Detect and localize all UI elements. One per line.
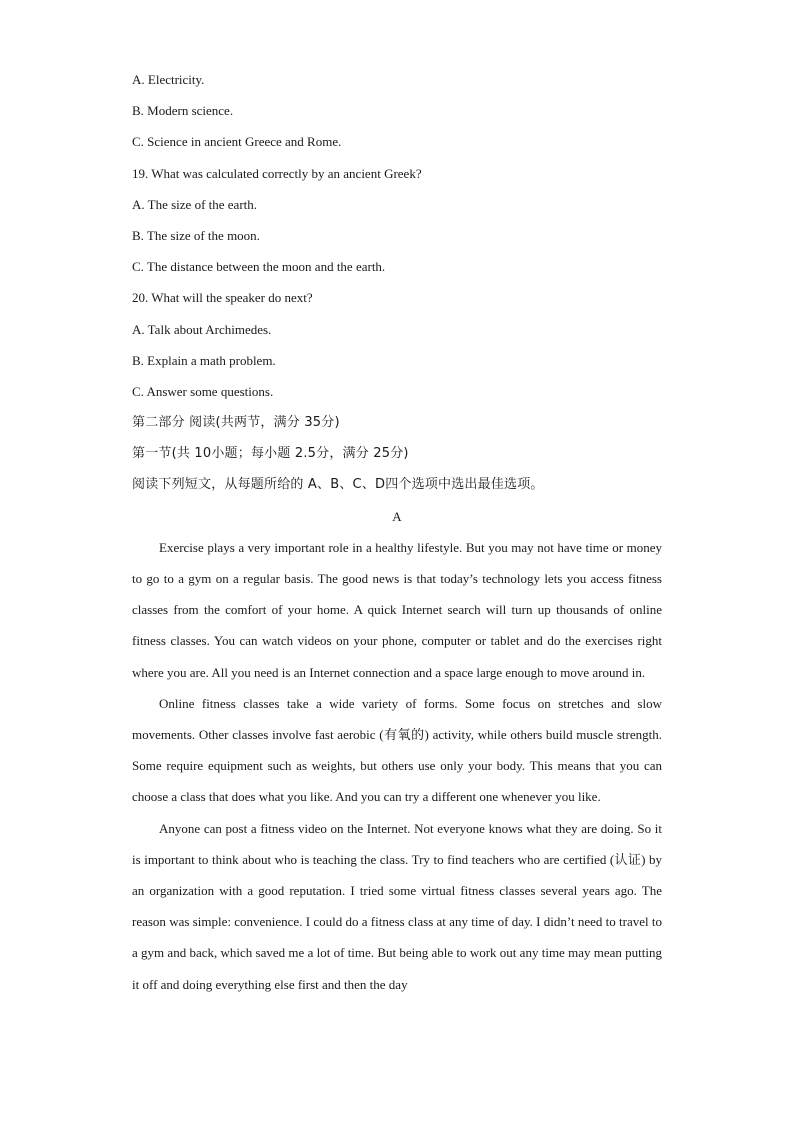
passage-paragraph-1: Exercise plays a very important role in a healthy lifestyle. But you may not have time or money to go to a gym on a regular basis. The good news is that today’s technology lets you access fitness classes from the comfort of your home. A quick Internet search will turn up thousands of online fitness classes. You can watch videos on your phone, computer or tablet and do the exercises right where you are. All you need is an Internet connection and a space large enough to move around in. (132, 539, 662, 680)
q18-option-a: A. Electricity. (132, 72, 205, 87)
q20-option-a: A. Talk about Archimedes. (132, 321, 272, 337)
exam-page (132, 64, 662, 1000)
q19-option-b: B. The size of the moon. (132, 227, 260, 243)
q19-option-c: C. The distance between the moon and the earth. (132, 259, 386, 275)
q18-option-c: C. Science in ancient Greece and Rome. (132, 134, 342, 150)
part-title: 第二部分 阅读(共两节，满分 35分) (132, 415, 340, 431)
passage-paragraph-3: Anyone can post a fitness video on the Internet. Not everyone knows what they are doing. So it is important to think about who is teaching the class. Try to find teachers who are certified (认证) by an organization with a good reputation. I tried some virtual fitness classes several years ago. The reason was simple: convenience. I could do a fitness class at any time of day. I didn’t need to travel to a gym and back, which saved me a lot of time. But being able to work out any time may mean putting it off and doing everything else first and then the day (132, 820, 663, 992)
q19-option-a: A. The size of the earth. (132, 196, 258, 212)
passage-label: A (392, 508, 402, 524)
q18-option-b: B. Modern science. (132, 103, 234, 119)
passage-paragraph-2: Online fitness classes take a wide variety of forms. Some focus on stretches and slow movements. Other classes involve fast aerobic (有氧的) activity, while others build muscle strength. Some require equipment such as weights, but others use only your body. This means that you can choose a class that does what you like. And you can try a different one whenever you like. (132, 695, 662, 805)
q20-question: 20. What will the speaker do next? (132, 290, 313, 306)
reading-instructions: 阅读下列短文，从每题所给的 A、B、C、D四个选项中选出最佳选项。 (132, 477, 544, 493)
q20-option-b: B. Explain a math problem. (132, 352, 276, 368)
subsection-title: 第一节(共 10小题；每小题 2.5分，满分 25分) (132, 446, 409, 462)
q20-option-c: C. Answer some questions. (132, 383, 274, 399)
q19-question: 19. What was calculated correctly by an ancient Greek? (132, 165, 422, 181)
